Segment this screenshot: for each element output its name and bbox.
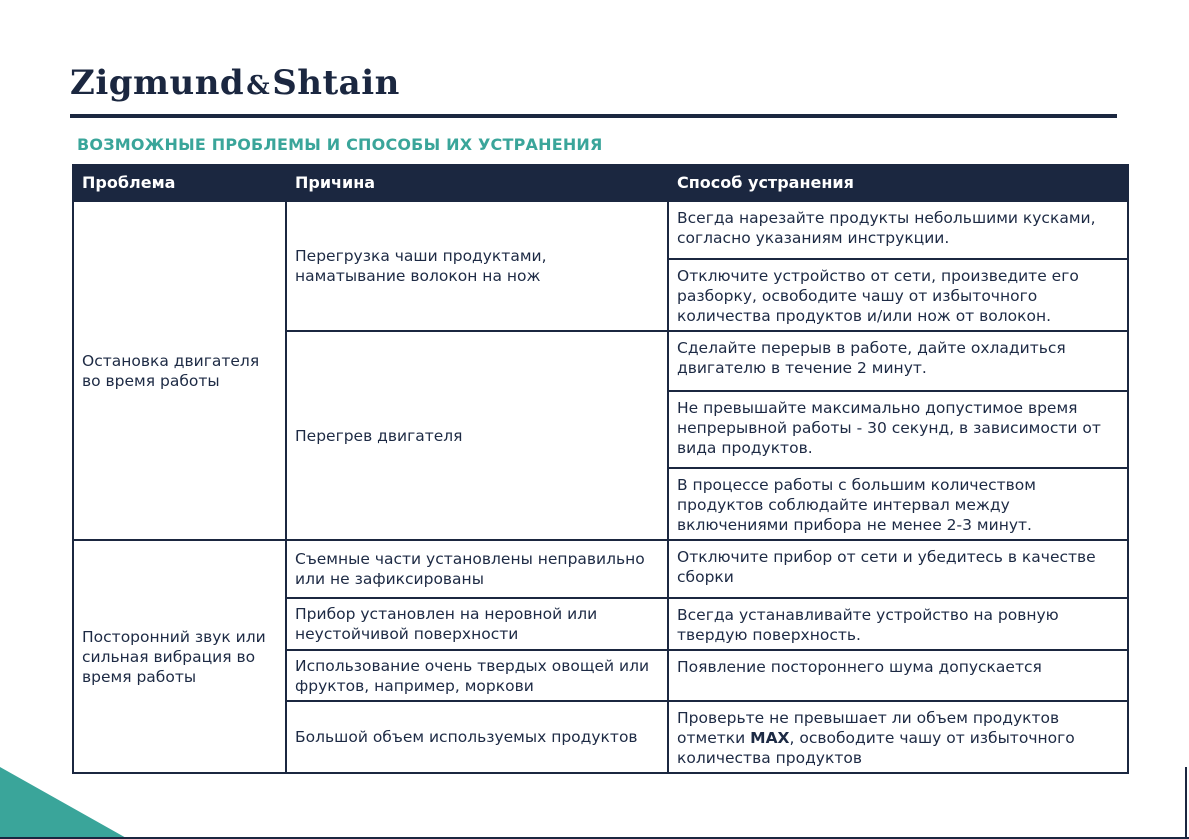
decorative-corner-triangle [0, 767, 128, 839]
solution-cell: Отключите прибор от сети и убедитесь в качестве сборки [668, 540, 1128, 598]
solution-text-before: Проверьте не превышает ли объем продуктов отметки [677, 709, 1060, 747]
section-title: ВОЗМОЖНЫЕ ПРОБЛЕМЫ И СПОСОБЫ ИХ УСТРАНЕНИЯ [77, 135, 603, 154]
troubleshooting-table [72, 164, 1129, 774]
brand-name-part2: Shtain [272, 63, 400, 103]
header-cause: Причина [286, 165, 668, 201]
cause-cell: Использование очень твердых овощей или фруктов, например, моркови [286, 650, 668, 701]
cause-cell: Перегрев двигателя [286, 331, 668, 540]
table-row [73, 201, 1128, 259]
problem-cell: Остановка двигателя во время работы [73, 201, 286, 540]
solution-cell: Всегда нарезайте продукты небольшими кусками, согласно указаниям инструкции. [668, 201, 1128, 259]
brand-name-part1: Zigmund [70, 63, 245, 103]
header-problem: Проблема [73, 165, 286, 201]
cause-cell: Съемные части установлены неправильно или не зафиксированы [286, 540, 668, 598]
problem-cell: Посторонний звук или сильная вибрация во время работы [73, 540, 286, 773]
header-rule [70, 114, 1117, 118]
table-row [73, 540, 1128, 598]
page-edge-mark [1185, 767, 1187, 839]
solution-cell: Сделайте перерыв в работе, дайте охладиться двигателю в течение 2 минут. [668, 331, 1128, 391]
solution-cell: В процессе работы с большим количеством продуктов соблюдайте интервал между включениями прибора не менее 2-3 минут. [668, 468, 1128, 540]
header-solution: Способ устранения [668, 165, 1128, 201]
table-header-row [73, 165, 1128, 201]
table-body [73, 201, 1128, 773]
solution-cell: Отключите устройство от сети, произведите его разборку, освободите чашу от избыточного количества продуктов и/или нож от волокон. [668, 259, 1128, 331]
solution-text-after: , освободите чашу от избыточного количества продуктов [677, 729, 1075, 767]
solution-cell: Не превышайте максимально допустимое время непрерывной работы - 30 секунд, в зависимости от вида продуктов. [668, 391, 1128, 468]
max-mark-text: MAX [750, 729, 790, 747]
cause-cell: Прибор установлен на неровной или неустойчивой поверхности [286, 598, 668, 650]
solution-cell: Появление постороннего шума допускается [668, 650, 1128, 701]
brand-ampersand: & [246, 71, 271, 101]
solution-cell [668, 701, 1128, 773]
cause-cell: Перегрузка чаши продуктами, наматывание волокон на нож [286, 201, 668, 331]
brand-logo [70, 63, 400, 103]
cause-cell: Большой объем используемых продуктов [286, 701, 668, 773]
solution-cell: Всегда устанавливайте устройство на ровную твердую поверхность. [668, 598, 1128, 650]
